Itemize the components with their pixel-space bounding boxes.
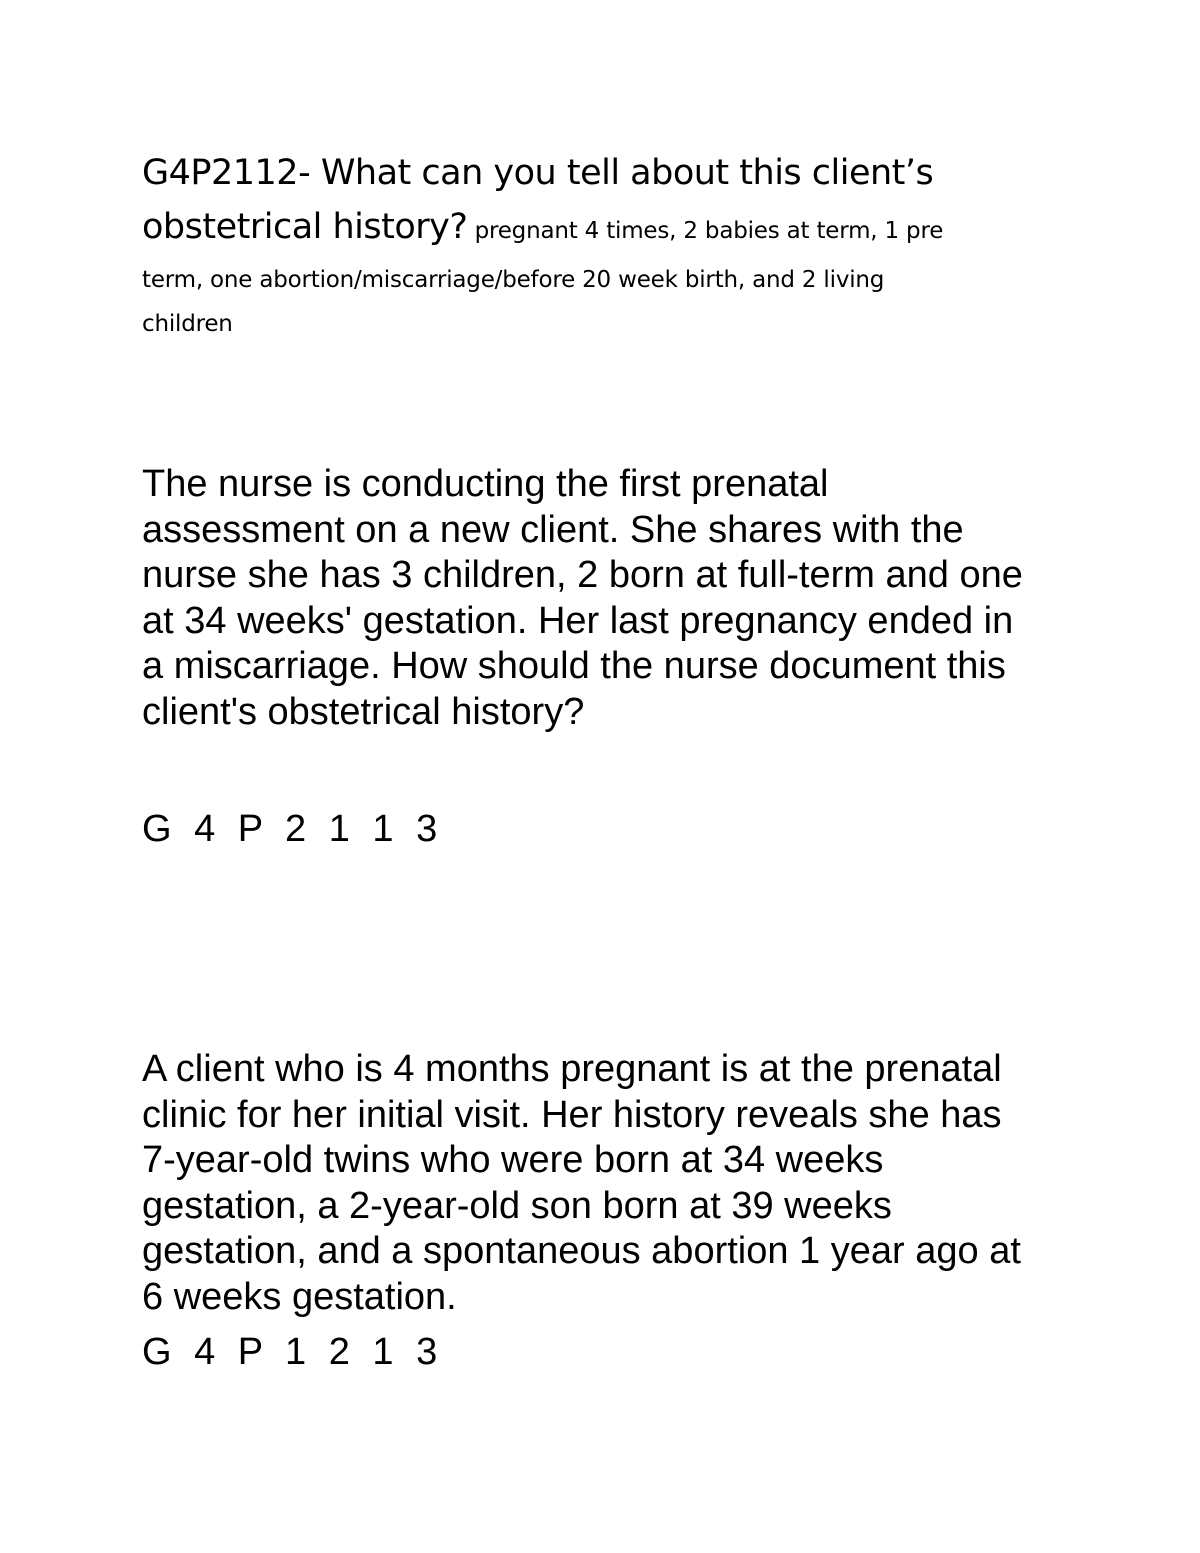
answer-1-line-2: term, one abortion/miscarriage/before 20 week birth, and 2 living	[142, 267, 885, 293]
question-2-line: assessment on a new client. She shares with the	[142, 508, 964, 551]
question-2-paragraph	[142, 462, 1062, 735]
question-1-line-1: G4P2112- What can you tell about this client’s	[142, 153, 934, 193]
question-2-line: a miscarriage. How should the nurse document this	[142, 645, 1006, 687]
question-3-line: 7-year-old twins who were born at 34 weeks	[142, 1139, 884, 1181]
question-3-line: gestation, and a spontaneous abortion 1 year ago at	[142, 1230, 1021, 1272]
question-2-line: The nurse is conducting the first prenatal	[142, 463, 829, 505]
question-2-line: nurse she has 3 children, 2 born at full-term and one	[142, 554, 1023, 596]
answer-1-part-1: pregnant 4 times, 2 babies at term, 1 pre	[467, 218, 944, 244]
question-3-line: gestation, a 2-year-old son born at 39 weeks	[142, 1184, 892, 1227]
question-2-line: client's obstetrical history?	[142, 690, 585, 733]
question-3-line: A client who is 4 months pregnant is at the prenatal	[142, 1048, 1002, 1090]
question-3-line: 6 weeks gestation.	[142, 1275, 457, 1318]
question-1-text: obstetrical history?	[142, 207, 468, 247]
question-3-paragraph	[142, 1047, 1062, 1320]
answer-1-line-3: children	[142, 311, 233, 337]
question-3-line: clinic for her initial visit. Her history reveals she has	[142, 1093, 1002, 1136]
question-1-line-2	[142, 200, 1062, 258]
answer-3: G 4 P 1 2 1 3	[142, 1331, 444, 1373]
question-gtpal-interpretation	[142, 146, 1062, 346]
answer-2: G 4 P 2 1 1 3	[142, 808, 444, 850]
question-2-line: at 34 weeks' gestation. Her last pregnancy ended in	[142, 599, 1014, 642]
